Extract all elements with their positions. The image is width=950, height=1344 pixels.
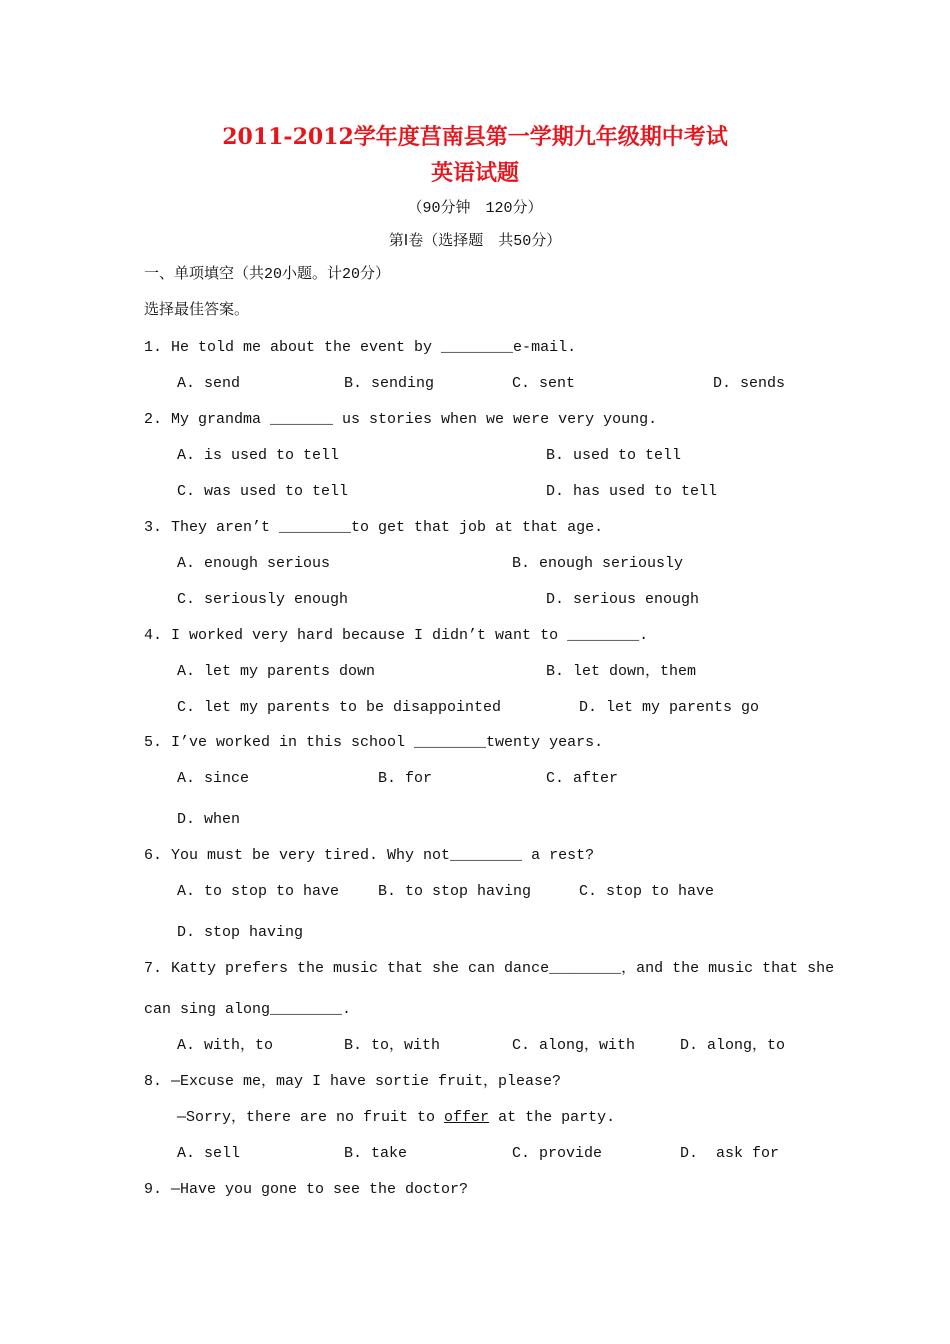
option: B. enough seriously [512, 555, 684, 572]
question-stem: 1. He told me about the event by ________e-mail. [144, 339, 577, 356]
option: B. used to tell [546, 447, 682, 464]
option: C. sent [512, 375, 576, 392]
question-stem: 3. They aren’t ________to get that job at that age. [144, 519, 604, 536]
question-stem: 9. —Have you gone to see the doctor? [144, 1181, 469, 1198]
reply-text: at the party. [489, 1109, 616, 1126]
option: A. since [177, 770, 250, 787]
time-score-line: （90分钟 120分） [407, 200, 543, 217]
option: D. let my parents go [579, 699, 760, 716]
option: B. let down，them [546, 663, 697, 680]
underlined-word: offer [444, 1109, 490, 1126]
option: C. seriously enough [177, 591, 349, 608]
question-stem-continuation: can sing along________. [144, 1001, 352, 1018]
option: D. has used to tell [546, 483, 718, 500]
exam-subtitle: 英语试题 [430, 160, 519, 186]
option: C. was used to tell [177, 483, 349, 500]
option: A. enough serious [177, 555, 331, 572]
option: D. sends [713, 375, 786, 392]
option: C. provide [512, 1145, 603, 1162]
option: B. sending [344, 375, 435, 392]
dialogue-reply [177, 1108, 615, 1128]
option: B. take [344, 1145, 408, 1162]
option: A. let my parents down [177, 663, 376, 680]
option: A. is used to tell [177, 447, 340, 464]
option: B. to，with [344, 1037, 441, 1054]
reply-text: —Sorry，there are no fruit to [177, 1109, 445, 1126]
exam-title: 2011-2012学年度莒南县第一学期九年级期中考试 [222, 124, 728, 150]
option: A. sell [177, 1145, 241, 1162]
question-stem: 6. You must be very tired. Why not________ a rest? [144, 847, 595, 864]
question-stem: 7. Katty prefers the music that she can dance________，and the music that she [144, 960, 835, 977]
option: D. when [177, 811, 241, 828]
section-heading: 一、单项填空（共20小题。计20分） [144, 266, 391, 283]
option: A. to stop to have [177, 883, 340, 900]
option: C. after [546, 770, 619, 787]
option: C. let my parents to be disappointed [177, 699, 502, 716]
question-stem: 5. I’ve worked in this school ________twenty years. [144, 734, 604, 751]
section-instruction: 选择最佳答案。 [144, 302, 250, 319]
option: D. stop having [177, 924, 304, 941]
option: D. along，to [680, 1037, 786, 1054]
question-stem: 8. —Excuse me，may I have sortie fruit，please? [144, 1073, 562, 1090]
option: B. for [378, 770, 433, 787]
option: B. to stop having [378, 883, 532, 900]
question-stem: 4. I worked very hard because I didn’t want to ________. [144, 627, 649, 644]
question-stem: 2. My grandma _______ us stories when we were very young. [144, 411, 658, 428]
volume-heading: 第Ⅰ卷（选择题 共50分） [388, 233, 562, 250]
option: D. serious enough [546, 591, 700, 608]
option: A. with，to [177, 1037, 274, 1054]
option: C. stop to have [579, 883, 715, 900]
option: D. ask for [680, 1145, 780, 1162]
option: A. send [177, 375, 241, 392]
option: C. along，with [512, 1037, 636, 1054]
